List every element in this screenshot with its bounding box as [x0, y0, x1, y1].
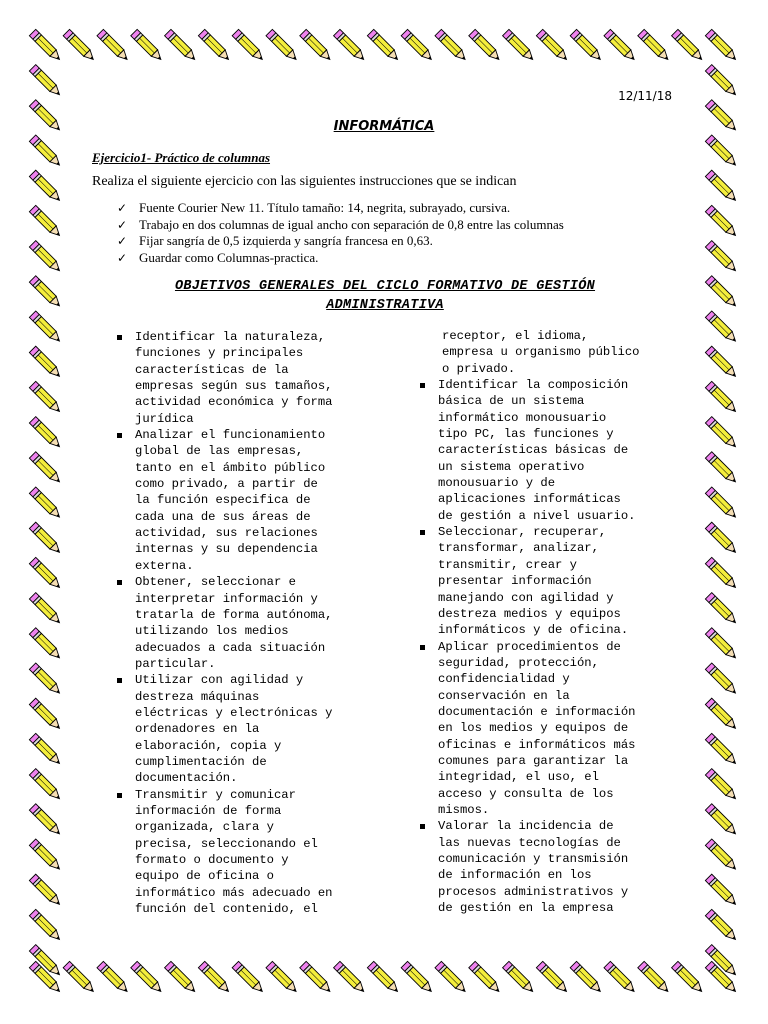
date: 12/11/18: [618, 89, 672, 103]
pencil-icon: [604, 961, 637, 994]
pencil-icon: [29, 839, 62, 872]
pencil-icon: [705, 804, 738, 837]
section-heading-line: OBJETIVOS GENERALES DEL CICLO FORMATIVO DE GESTIÓN: [174, 279, 596, 294]
check-icon: ✓: [117, 250, 128, 265]
pencil-icon: [131, 961, 164, 994]
objective-item: [420, 639, 678, 819]
pencil-icon: [97, 29, 130, 62]
pencil-icon: [29, 733, 62, 766]
pencil-icon: [300, 29, 333, 62]
pencil-icon: [29, 452, 62, 485]
pencil-icon: [300, 961, 333, 994]
pencil-icon: [29, 628, 62, 661]
objective-text: Obtener, seleccionar e interpretar información y tratarla de forma autónoma, utilizando los medios adecuados a cada situación particular.: [135, 575, 333, 671]
pencil-icon: [401, 29, 434, 62]
pencil-icon: [672, 961, 705, 994]
objective-text: Identificar la composición básica de un sistema informático monousuario tipo PC, las funciones y características básicas de un sistema operativo monousuario y de aplicaciones informáticas de gestión a nivel usuario.: [438, 378, 636, 523]
square-bullet-icon: [117, 580, 122, 585]
pencil-icon: [638, 961, 671, 994]
pencil-icon: [435, 29, 468, 62]
pencil-icon: [29, 522, 62, 555]
square-bullet-icon: [420, 645, 425, 650]
instruction-text: Guardar como Columnas-practica.: [139, 249, 319, 265]
instruction-text: Fuente Courier New 11. Título tamaño: 14, negrita, subrayado, cursiva.: [139, 200, 511, 215]
pencil-icon: [29, 381, 62, 414]
objective-item: [420, 818, 678, 916]
pencil-icon: [705, 135, 738, 168]
pencil-icon: [570, 29, 603, 62]
pencil-icon: [705, 417, 738, 450]
pencil-icon: [232, 961, 265, 994]
pencil-icon: [536, 29, 569, 62]
pencil-icon: [503, 29, 536, 62]
square-bullet-icon: [117, 335, 122, 340]
pencil-icon: [29, 487, 62, 520]
objective-item: [420, 524, 678, 638]
pencil-icon: [705, 241, 738, 274]
pencil-icon: [29, 170, 62, 203]
objective-text: Utilizar con agilidad y destreza máquinas eléctricas y electrónicas y ordenadores en la elaboración, copia y cumplimentación de documentación.: [135, 673, 333, 786]
pencil-icon: [334, 29, 367, 62]
pencil-icon: [29, 769, 62, 802]
pencil-icon: [705, 276, 738, 309]
instruction-item: [117, 250, 564, 267]
objective-text: Analizar el funcionamiento global de las empresas, tanto en el ámbito público como privado, a partir de la función especifica de cada una de sus áreas de actividad, sus relaciones internas y su dependencia externa.: [135, 428, 326, 573]
pencil-icon: [63, 29, 96, 62]
instruction-item: [117, 233, 564, 250]
pencil-icon: [672, 29, 705, 62]
pencil-icon: [638, 29, 671, 62]
section-heading-line: ADMINISTRATIVA: [326, 298, 444, 313]
pencil-icon: [705, 909, 738, 942]
pencil-icon: [705, 29, 738, 62]
intro-text: Realiza el siguiente ejercicio con las siguientes instrucciones que se indican: [92, 174, 517, 189]
pencil-icon: [334, 961, 367, 994]
objective-text: Valorar la incidencia de las nuevas tecnologías de comunicación y transmisión de información en los procesos administrativos y de gestión en la empresa: [438, 819, 629, 916]
pencil-icon: [604, 29, 637, 62]
pencil-icon: [705, 346, 738, 379]
pencil-icon: [29, 311, 62, 344]
pencil-icon: [29, 135, 62, 168]
pencil-icon: [705, 593, 738, 626]
pencil-icon: [29, 874, 62, 907]
pencil-icon: [435, 961, 468, 994]
check-icon: ✓: [117, 234, 128, 248]
pencil-icon: [469, 961, 502, 994]
pencil-icon: [266, 961, 299, 994]
pencil-icon: [536, 961, 569, 994]
pencil-icon: [165, 29, 198, 62]
pencil-icon: [705, 628, 738, 661]
objective-text: Identificar la naturaleza, funciones y principales características de la empresas según sus tamaños, actividad económica y forma jurídica: [135, 330, 333, 426]
pencil-icon: [705, 205, 738, 238]
objective-continuation: receptor, el idioma, empresa u organismo público o privado.: [442, 329, 640, 376]
check-icon: ✓: [117, 217, 128, 232]
pencil-icon: [705, 487, 738, 520]
pencil-icon: [705, 452, 738, 485]
pencil-icon: [401, 961, 434, 994]
pencil-icon: [29, 205, 62, 238]
pencil-icon: [165, 961, 198, 994]
objective-item: [117, 672, 355, 786]
pencil-icon: [29, 909, 62, 942]
instruction-text: Trabajo en dos columnas de igual ancho con separación de 0,8 entre las columnas: [139, 216, 564, 232]
pencil-icon: [198, 29, 231, 62]
pencil-icon: [705, 311, 738, 344]
pencil-icon: [469, 29, 502, 62]
pencil-icon: [29, 557, 62, 590]
pencil-icon: [29, 663, 62, 696]
objective-text: Seleccionar, recuperar, transformar, analizar, transmitir, crear y presentar información manejando con agilidad y destreza medios y equipos informáticos y de oficina.: [438, 525, 629, 638]
objective-text: Transmitir y comunicar información de forma organizada, clara y precisa, seleccionando el formato o documento y equipo de oficina o informático más adecuado en función del contenido, el: [135, 787, 333, 917]
pencil-icon: [29, 417, 62, 450]
square-bullet-icon: [420, 824, 425, 829]
pencil-icon: [232, 29, 265, 62]
instruction-list: [117, 200, 564, 266]
instruction-item: [117, 200, 564, 217]
pencil-icon: [29, 276, 62, 309]
instruction-text: Fijar sangría de 0,5 izquierda y sangría francesa en 0,63.: [139, 233, 433, 248]
pencil-icon: [97, 961, 130, 994]
pencil-icon: [367, 29, 400, 62]
pencil-icon: [63, 961, 96, 994]
pencil-icon: [705, 663, 738, 696]
page-title: INFORMÁTICA: [333, 119, 435, 134]
pencil-icon: [705, 733, 738, 766]
square-bullet-icon: [117, 793, 122, 798]
objective-text: Aplicar procedimientos de seguridad, protección, confidencialidad y conservación en la documentación e información en los medios y equipos de oficinas e informáticos más comunes para garantizar la integridad, el uso, el acceso y consulta de los mismos.: [438, 639, 636, 817]
square-bullet-icon: [117, 433, 122, 438]
pencil-icon: [29, 593, 62, 626]
pencil-icon: [29, 804, 62, 837]
left-column: [117, 329, 355, 917]
pencil-icon: [29, 698, 62, 731]
pencil-icon: [367, 961, 400, 994]
pencil-icon: [29, 65, 62, 98]
pencil-icon: [705, 557, 738, 590]
pencil-icon: [705, 170, 738, 203]
pencil-icon: [266, 29, 299, 62]
check-icon: ✓: [117, 201, 128, 215]
pencil-icon: [705, 839, 738, 872]
pencil-icon: [570, 961, 603, 994]
objective-item: [420, 377, 678, 524]
pencil-icon: [131, 29, 164, 62]
pencil-icon: [705, 381, 738, 414]
pencil-icon: [503, 961, 536, 994]
objective-item: [117, 329, 355, 427]
pencil-icon: [29, 241, 62, 274]
right-column: [420, 328, 678, 916]
square-bullet-icon: [420, 383, 425, 388]
square-bullet-icon: [420, 530, 425, 535]
pencil-icon: [29, 29, 62, 62]
objective-item: [117, 574, 355, 672]
pencil-icon: [705, 522, 738, 555]
pencil-icon: [705, 65, 738, 98]
section-heading: [100, 277, 670, 315]
objective-item: [117, 427, 355, 574]
objective-item: [117, 787, 355, 918]
pencil-icon: [198, 961, 231, 994]
pencil-icon: [29, 346, 62, 379]
exercise-title: Ejercicio1- Práctico de columnas: [92, 150, 271, 165]
pencil-icon: [705, 698, 738, 731]
pencil-icon: [705, 874, 738, 907]
pencil-icon: [705, 769, 738, 802]
instruction-item: [117, 217, 564, 234]
square-bullet-icon: [117, 678, 122, 683]
